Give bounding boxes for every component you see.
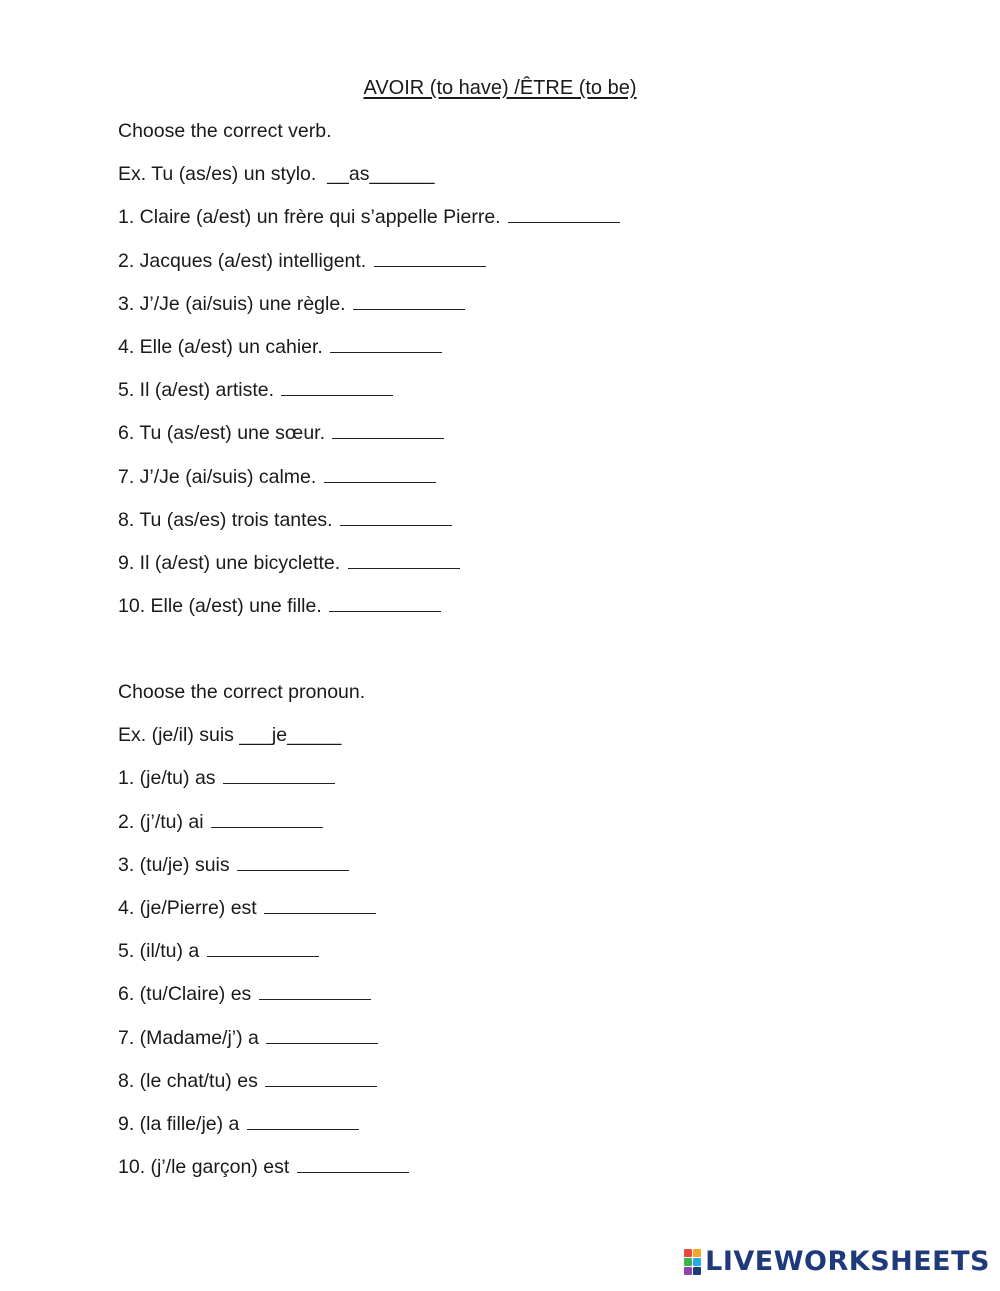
pronoun-example-answer: ___je_____ [239, 724, 342, 747]
verb-item-text: 5. Il (a/est) artiste. [118, 379, 280, 402]
logo-square [684, 1249, 692, 1257]
pronoun-item-text: 6. (tu/Claire) es [118, 983, 257, 1006]
pronoun-items [118, 764, 938, 1196]
pronoun-item-4 [118, 894, 938, 937]
verb-answer-blank[interactable] [508, 204, 620, 223]
verb-answer-blank[interactable] [330, 334, 442, 353]
verb-example-text: Ex. Tu (as/es) un stylo. [118, 163, 328, 186]
verb-answer-blank[interactable] [324, 464, 436, 483]
pronoun-item-2 [118, 808, 938, 851]
pronoun-answer-blank[interactable] [265, 1068, 377, 1087]
pronoun-item-6 [118, 980, 938, 1023]
verb-instruction: Choose the correct verb. [118, 120, 332, 142]
verb-answer-blank[interactable] [329, 593, 441, 612]
pronoun-example [118, 721, 938, 764]
pronoun-item-text: 4. (je/Pierre) est [118, 896, 263, 919]
verb-answer-blank[interactable] [340, 507, 452, 526]
verb-answer-blank[interactable] [281, 377, 393, 396]
verb-item-2 [118, 247, 938, 290]
pronoun-item-text: 3. (tu/je) suis [118, 853, 236, 876]
liveworksheets-logo-icon [684, 1249, 701, 1275]
pronoun-item-text: 7. (Madame/j’) a [118, 1026, 265, 1049]
verb-item-6 [118, 419, 938, 462]
verb-item-1 [118, 203, 938, 246]
pronoun-item-3 [118, 851, 938, 894]
verb-item-text: 9. Il (a/est) une bicyclette. [118, 551, 346, 574]
pronoun-item-10 [118, 1153, 938, 1196]
verb-answer-blank[interactable] [332, 420, 444, 439]
pronoun-section [118, 678, 938, 1196]
verb-item-text: 4. Elle (a/est) un cahier. [118, 335, 329, 358]
pronoun-item-7 [118, 1024, 938, 1067]
pronoun-answer-blank[interactable] [237, 852, 349, 871]
logo-text: LIVEWORKSHEETS [705, 1246, 990, 1277]
verb-item-5 [118, 376, 938, 419]
verb-item-text: 6. Tu (as/est) une sœur. [118, 422, 331, 445]
verb-answer-blank[interactable] [353, 291, 465, 310]
verb-section [118, 117, 938, 635]
pronoun-item-text: 2. (j’/tu) ai [118, 810, 210, 833]
pronoun-answer-blank[interactable] [223, 765, 335, 784]
verb-items [118, 203, 938, 635]
verb-answer-blank[interactable] [374, 248, 486, 267]
liveworksheets-logo [684, 1246, 990, 1277]
pronoun-answer-blank[interactable] [297, 1154, 409, 1173]
verb-item-text: 8. Tu (as/es) trois tantes. [118, 508, 339, 531]
verb-item-10 [118, 592, 938, 635]
verb-item-text: 3. J’/Je (ai/suis) une règle. [118, 292, 352, 315]
pronoun-item-5 [118, 937, 938, 980]
pronoun-answer-blank[interactable] [264, 895, 376, 914]
logo-square [693, 1249, 701, 1257]
pronoun-item-text: 5. (il/tu) a [118, 940, 205, 963]
worksheet-title: AVOIR (to have) /ÊTRE (to be) [363, 77, 637, 99]
verb-example-answer: __as______ [327, 163, 435, 186]
logo-square [684, 1258, 692, 1266]
verb-item-9 [118, 549, 938, 592]
logo-square [693, 1267, 701, 1275]
pronoun-answer-blank[interactable] [247, 1111, 359, 1130]
pronoun-answer-blank[interactable] [211, 809, 323, 828]
verb-item-8 [118, 506, 938, 549]
pronoun-answer-blank[interactable] [207, 938, 319, 957]
pronoun-item-9 [118, 1110, 938, 1153]
pronoun-example-text: Ex. (je/il) suis [118, 724, 240, 747]
pronoun-item-text: 9. (la fille/je) a [118, 1112, 245, 1135]
pronoun-item-text: 1. (je/tu) as [118, 767, 221, 790]
pronoun-answer-blank[interactable] [266, 1025, 378, 1044]
logo-square [693, 1258, 701, 1266]
verb-item-4 [118, 333, 938, 376]
verb-example [118, 160, 938, 203]
verb-item-text: 2. Jacques (a/est) intelligent. [118, 249, 372, 272]
pronoun-answer-blank[interactable] [259, 981, 371, 1000]
pronoun-item-text: 10. (j’/le garçon) est [118, 1156, 295, 1179]
verb-item-text: 10. Elle (a/est) une fille. [118, 595, 328, 618]
verb-item-text: 7. J’/Je (ai/suis) calme. [118, 465, 322, 488]
pronoun-instruction: Choose the correct pronoun. [118, 681, 366, 703]
verb-item-text: 1. Claire (a/est) un frère qui s’appelle Pierre. [118, 206, 507, 229]
pronoun-item-text: 8. (le chat/tu) es [118, 1069, 264, 1092]
verb-item-7 [118, 463, 938, 506]
verb-item-3 [118, 290, 938, 333]
pronoun-item-1 [118, 764, 938, 807]
pronoun-item-8 [118, 1067, 938, 1110]
logo-square [684, 1267, 692, 1275]
verb-answer-blank[interactable] [348, 550, 460, 569]
